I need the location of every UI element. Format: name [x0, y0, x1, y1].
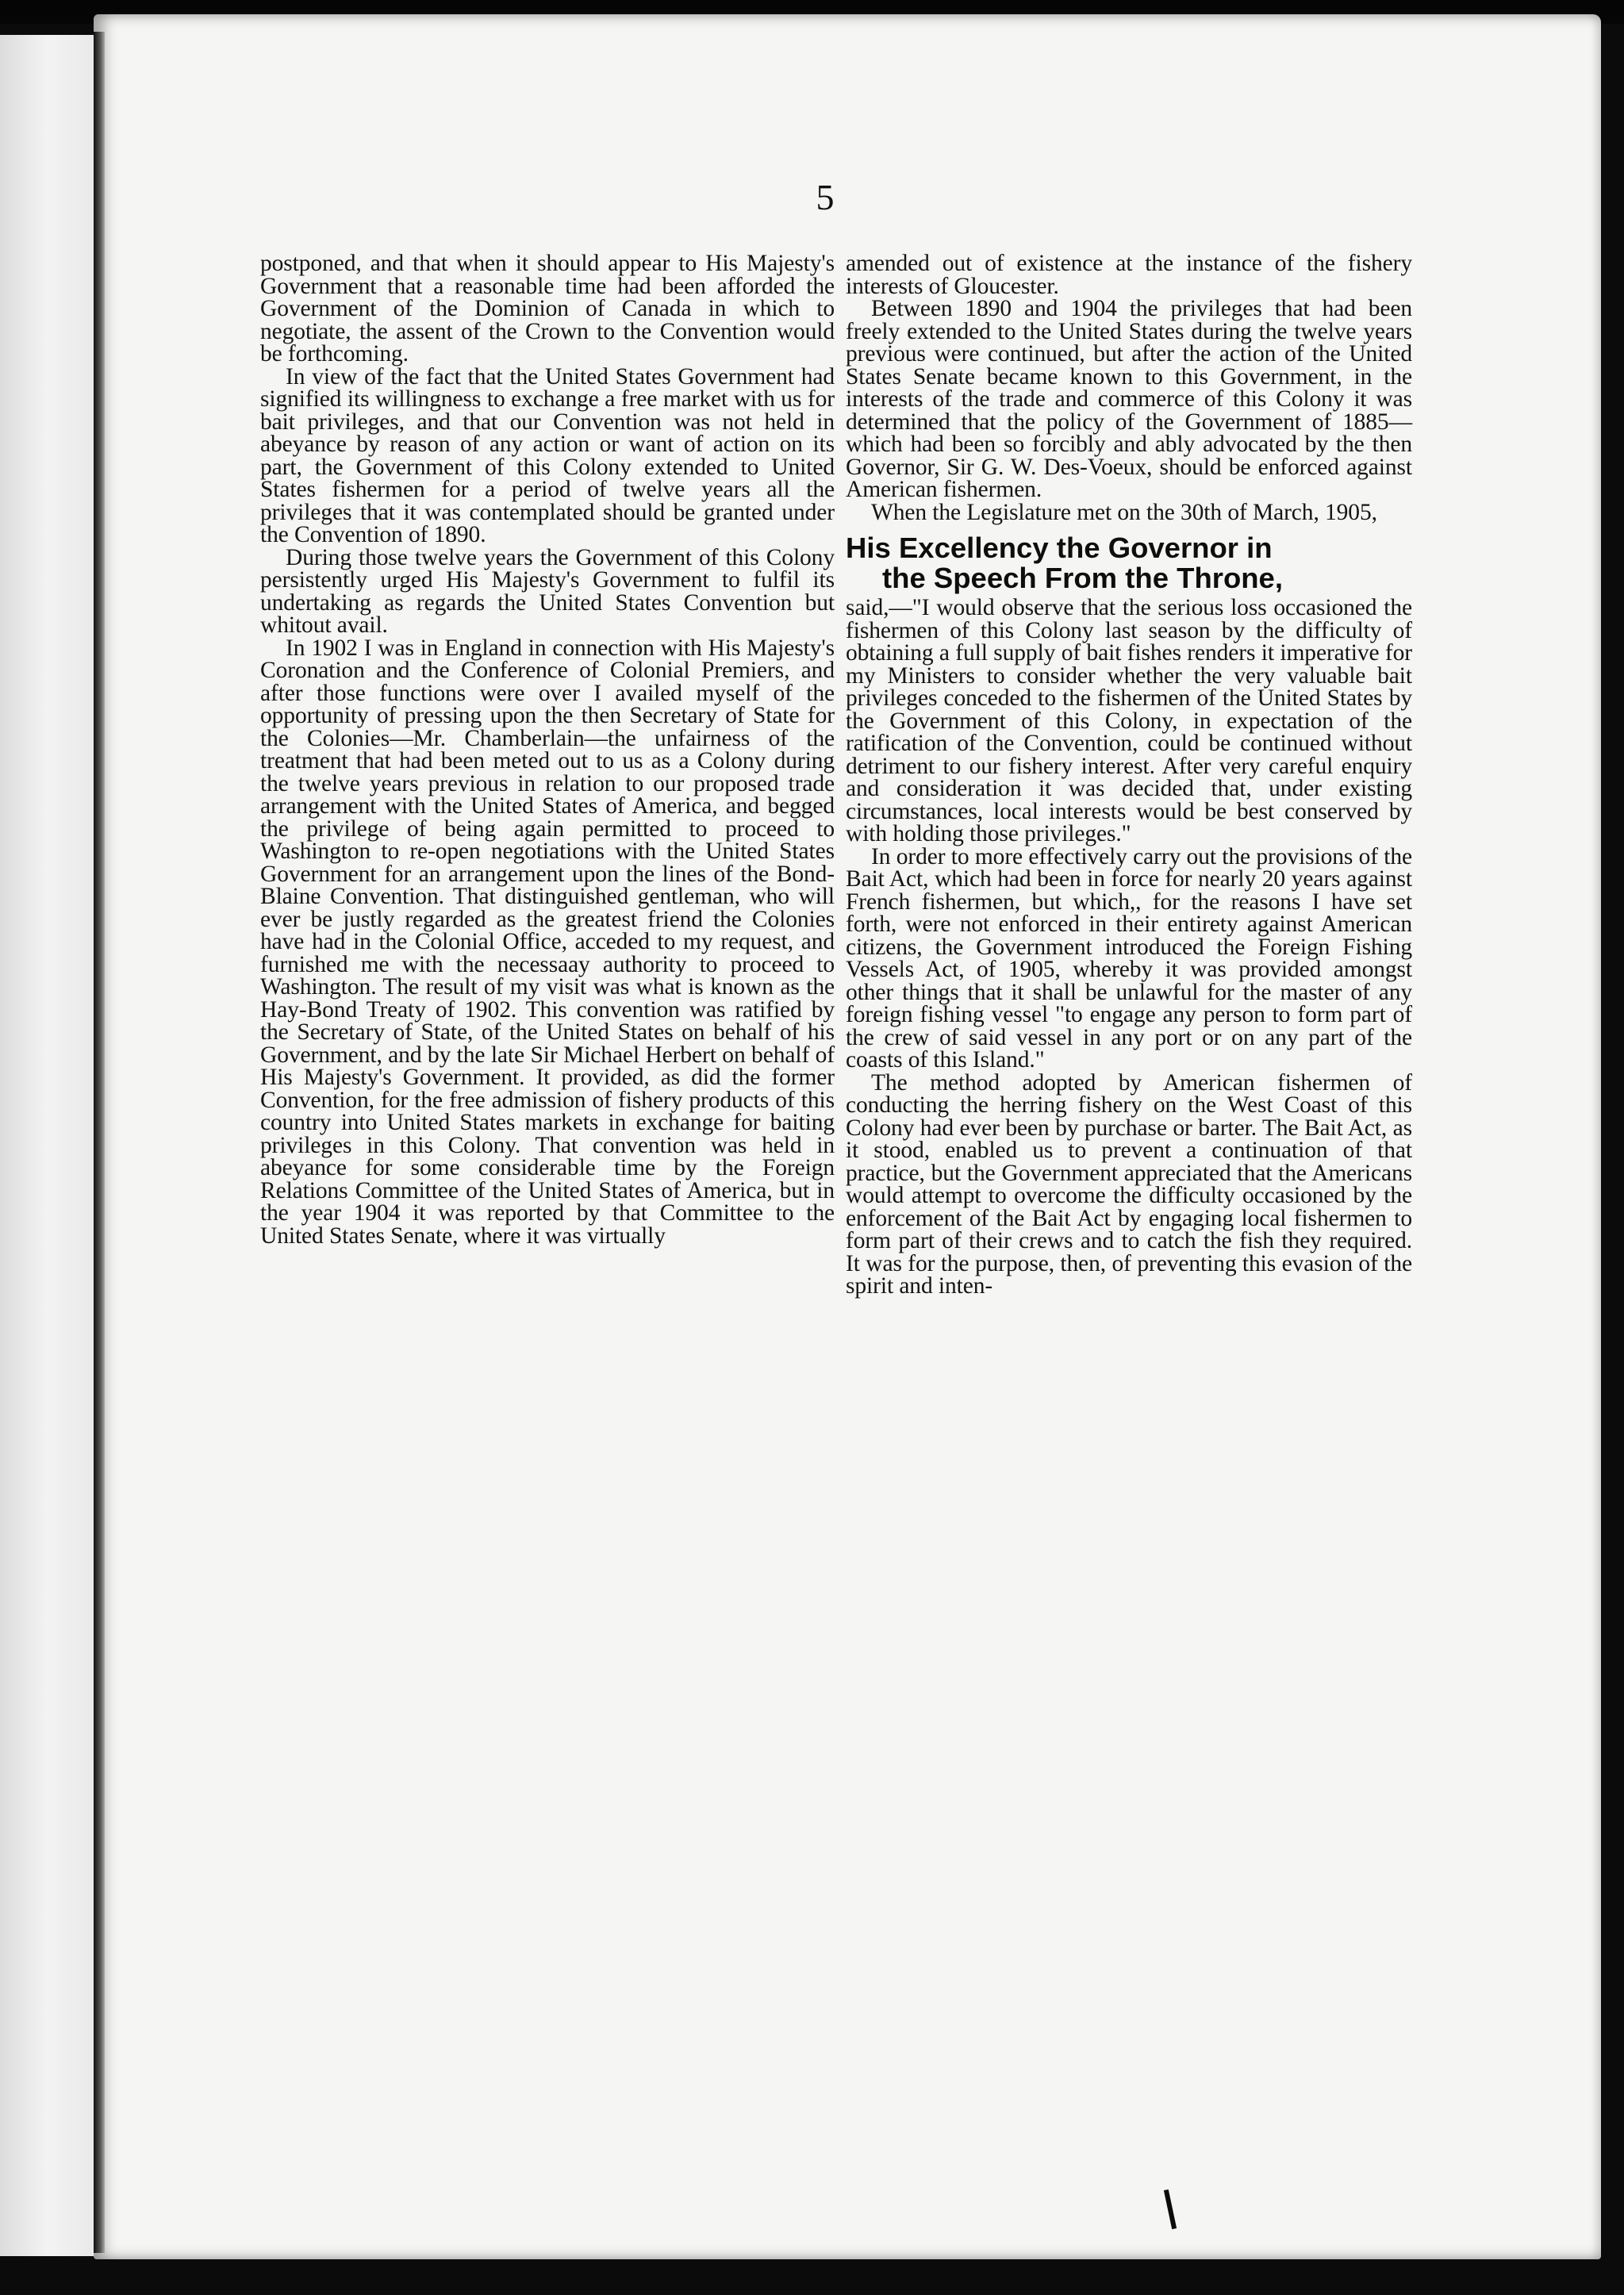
paragraph: Between 1890 and 1904 the privileges that had been freely extended to the United States during the twelve years previous were continued, but after the action of the United States Senate became known to this Government, in the interests of the trade and commerce of this Colony it was determined that the policy of the Government of 1885—which had been so forcibly and ably advocated by the then Governor, Sir G. W. Des-Voeux, should be enforced against American fishermen. [846, 296, 1412, 502]
right-column [846, 252, 1412, 1298]
paragraph: When the Legislature met on the 30th of March, 1905, [871, 499, 1377, 525]
book-spine [94, 32, 105, 2253]
section-heading [846, 533, 1412, 593]
paragraph: postponed, and that when it should appear to His Majesty's Government that a reasonable time had been afforded the Government of the Dominion of Canada in which to negotiate, the assent of the Crown to the Convention would be forthcoming. [260, 251, 835, 367]
paragraph: In view of the fact that the United States Government had signified its willingness to exchange a free market with us for bait privileges, and that our Convention was not held in abeyance by reason of any action or want of action on its part, the Government of this Colony extended to United States fishermen for a period of twelve years all the privileges that it was contemplated should be granted under the Convention of 1890. [260, 363, 835, 547]
left-column [260, 252, 835, 1247]
paragraph: amended out of existence at the instance of the fishery interests of Gloucester. [846, 251, 1412, 299]
heading-line-2: the Speech From the Throne, [882, 562, 1283, 594]
paragraph: During those twelve years the Government of this Colony persistently urged His Majesty's Government to fulfil its undertaking as regards the United States Convention but whitout avail. [260, 544, 835, 638]
paragraph: In 1902 I was in England in connection with His Majesty's Coronation and the Conference of Colonial Premiers, and after those functions were over I availed myself of the opportunity of pressing upon the then Secretary of State for the Colonies—Mr. Chamberlain—the unfairness of the treatment that had been meted out to us as a Colony during the twelve years previous in relation to our proposed trade arrangement with the United States of America, and begged the privilege of being again permitted to proceed to Washington to re-open negotiations with the United States Government for an arrangement upon the lines of the Bond-Blaine Convention. That distinguished gentleman, who will ever be justly regarded as the greatest friend the Colonies have had in the Colonial Office, acceded to my request, and furnished me with the necessaay authority to proceed to Washington. The result of my visit was what is known as the Hay-Bond Treaty of 1902. This convention was ratified by the Secretary of State, of the United States on behalf of his Government, and by the late Sir Michael Herbert on behalf of His Majesty's Government. It provided, as did the former Convention, for the free admission of fishery products of this country into United States markets in exchange for baiting privileges in this Colony. That convention was held in abeyance for some considerable time by the Foreign Relations Committee of the United States of America, but in the year 1904 it was reported by that Committee to the United States Senate, where it was virtually [260, 635, 835, 1249]
paragraph: said,—"I would observe that the serious loss occasioned the fishermen of this Colony last season by the difficulty of obtaining a full supply of bait fishes renders it imperative for my Ministers to consider whether the very valuable bait privileges conceded to the fishermen of the United States by the Government of this Colony, in expectation of the ratification of the Convention, could be continued without detriment to our fishery interest. After very careful enquiry and consideration it was decided that, under existing circumstances, local interests would be best conserved by with holding those privileges." [846, 595, 1412, 846]
page-number: 5 [816, 177, 835, 217]
heading-line-1: His Excellency the Governor in [846, 532, 1273, 564]
paragraph: In order to more effectively carry out the provisions of the Bait Act, which had been in force for nearly 20 years against French fishermen, but which,, for the reasons I have set forth, were not enforced in their entirety against American citizens, the Government introduced the Foreign Fishing Vessels Act, of 1905, whereby it was provided amongst other things that it shall be unlawful for the master of any foreign fishing vessel "to engage any person to form part of the crew of said vessel in any port or on any part of the coasts of this Island." [846, 843, 1412, 1073]
paragraph: The method adopted by American fishermen of conducting the herring fishery on the West Coast of this Colony had ever been by purchase or barter. The Bait Act, as it stood, enabled us to prevent a continuation of that practice, but the Government appreciated that the Americans would attempt to overcome the difficulty occasioned by the enforcement of the Bait Act by engaging local fishermen to form part of their crews and to catch the fish they required. It was for the purpose, then, of preventing this evasion of the spirit and inten- [846, 1069, 1412, 1299]
